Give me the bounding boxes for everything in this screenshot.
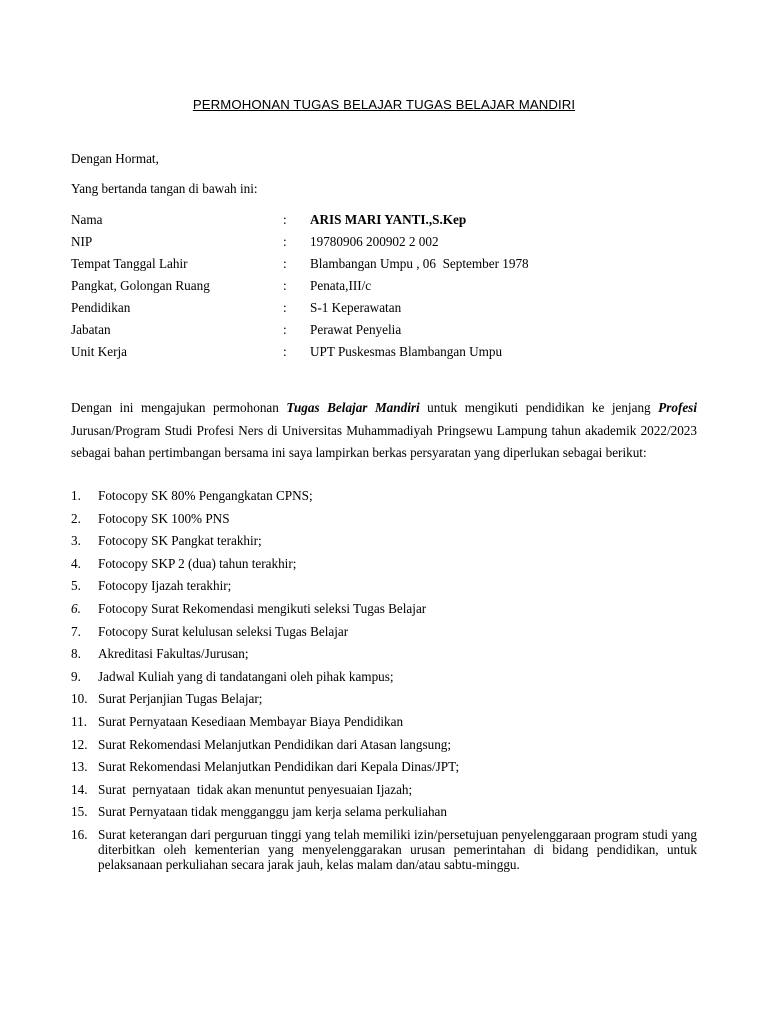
list-item-text: Surat pernyataan tidak akan menuntut penyesuaian Ijazah; [98,781,413,797]
list-item [71,669,697,692]
field-value: Perawat Penyelia [310,322,402,337]
list-item-text: Fotocopy Surat kelulusan seleksi Tugas Belajar [98,623,349,639]
list-item [71,827,697,872]
list-item-text: Jadwal Kuliah yang di tandatangani oleh pihak kampus; [98,668,394,684]
list-item [71,782,697,805]
list-item-number: 4. [71,555,81,571]
list-item-text: Fotocopy SKP 2 (dua) tahun terakhir; [98,555,297,571]
list-item-number: 6. [71,600,81,616]
list-item-number: 1. [71,488,81,503]
list-item [71,511,697,534]
list-item-text: Surat Pernyataan tidak mengganggu jam kerja selama perkuliahan [98,804,447,820]
list-item-number: 15. [71,804,88,820]
list-item-number: 9. [71,668,81,684]
list-item-text: Fotocopy SK 80% Pengangkatan CPNS; [98,488,313,503]
list-item [71,624,697,647]
field-separator: : [283,234,287,249]
paragraph-text: untuk mengikuti pendidikan ke jenjang [419,400,659,415]
list-item-number: 16. [71,826,88,842]
field-label: Jabatan [71,322,111,337]
list-item [71,646,697,669]
list-item [71,488,697,511]
list-item-number: 2. [71,510,81,526]
field-label: Nama [71,212,103,227]
list-item-text: Fotocopy SK 100% PNS [98,510,230,526]
list-item-number: 5. [71,578,81,594]
list-item-text: Akreditasi Fakultas/Jurusan; [98,646,249,662]
field-separator: : [283,212,287,227]
list-item-number: 8. [71,646,81,662]
list-item-number: 7. [71,623,81,639]
list-item-text: Surat keterangan dari perguruan tinggi yang telah memiliki izin/persetujuan penyelenggaraan program studi yang diterbitkan oleh kementerian yang menyelenggarakan urusan pemerintahan di bidang pendidikan, untuk pelaksanaan perkuliahan secara jarak jauh, kelas malam dan/atau sabtu-minggu. [98,826,697,872]
field-label: NIP [71,234,93,249]
list-item-text: Fotocopy Surat Rekomendasi mengikuti seleksi Tugas Belajar [98,600,427,616]
list-item [71,759,697,782]
intro-text: Yang bertanda tangan di bawah ini: [71,181,258,196]
list-item-number: 12. [71,736,88,752]
list-item [71,556,697,579]
list-item-text: Surat Rekomendasi Melanjutkan Pendidikan dari Kepala Dinas/JPT; [98,759,460,775]
field-value: UPT Puskesmas Blambangan Umpu [310,344,503,359]
list-item [71,578,697,601]
field-value: 19780906 200902 2 002 [310,234,439,249]
paragraph-emphasis: Tugas Belajar Mandiri [286,400,420,415]
field-separator: : [283,344,287,359]
list-item-text: Surat Perjanjian Tugas Belajar; [98,691,263,707]
list-item [71,804,697,827]
list-item-number: 11. [71,713,87,729]
request-paragraph [71,397,697,465]
requirements-list [71,488,697,872]
paragraph-text: Dengan ini mengajukan permohonan [71,400,287,415]
field-label: Pendidikan [71,300,131,315]
list-item-text: Surat Pernyataan Kesediaan Membayar Biaya Pendidikan [98,713,404,729]
greeting: Dengan Hormat, [71,151,159,166]
field-value: S-1 Keperawatan [310,300,402,315]
field-separator: : [283,278,287,293]
field-separator: : [283,300,287,315]
list-item-number: 13. [71,759,88,775]
list-item-number: 3. [71,533,81,549]
field-value: Blambangan Umpu , 06 September 1978 [310,256,529,271]
list-item [71,601,697,624]
list-item [71,691,697,714]
list-item-number: 14. [71,781,88,797]
field-separator: : [283,256,287,271]
list-item [71,533,697,556]
field-separator: : [283,322,287,337]
list-item-text: Fotocopy SK Pangkat terakhir; [98,533,262,549]
field-label: Tempat Tanggal Lahir [71,256,188,271]
field-label: Pangkat, Golongan Ruang [71,278,210,293]
paragraph-emphasis: Profesi [658,400,697,415]
list-item [71,714,697,737]
field-label: Unit Kerja [71,344,128,359]
document-title: PERMOHONAN TUGAS BELAJAR TUGAS BELAJAR MANDIRI [192,97,576,112]
field-value: Penata,III/c [310,278,372,293]
list-item-number: 10. [71,691,88,707]
list-item-text: Fotocopy Ijazah terakhir; [98,578,232,594]
field-value: ARIS MARI YANTI.,S.Kep [310,212,467,227]
list-item-text: Surat Rekomendasi Melanjutkan Pendidikan dari Atasan langsung; [98,736,452,752]
list-item [71,737,697,760]
paragraph-text: Jurusan/Program Studi Profesi Ners di Universitas Muhammadiyah Pringsewu Lampung tahun akademik 2022/2023 sebagai bahan pertimbangan bersama ini saya lampirkan berkas persyaratan yang diperlukan sebagai berikut: [71,422,697,460]
